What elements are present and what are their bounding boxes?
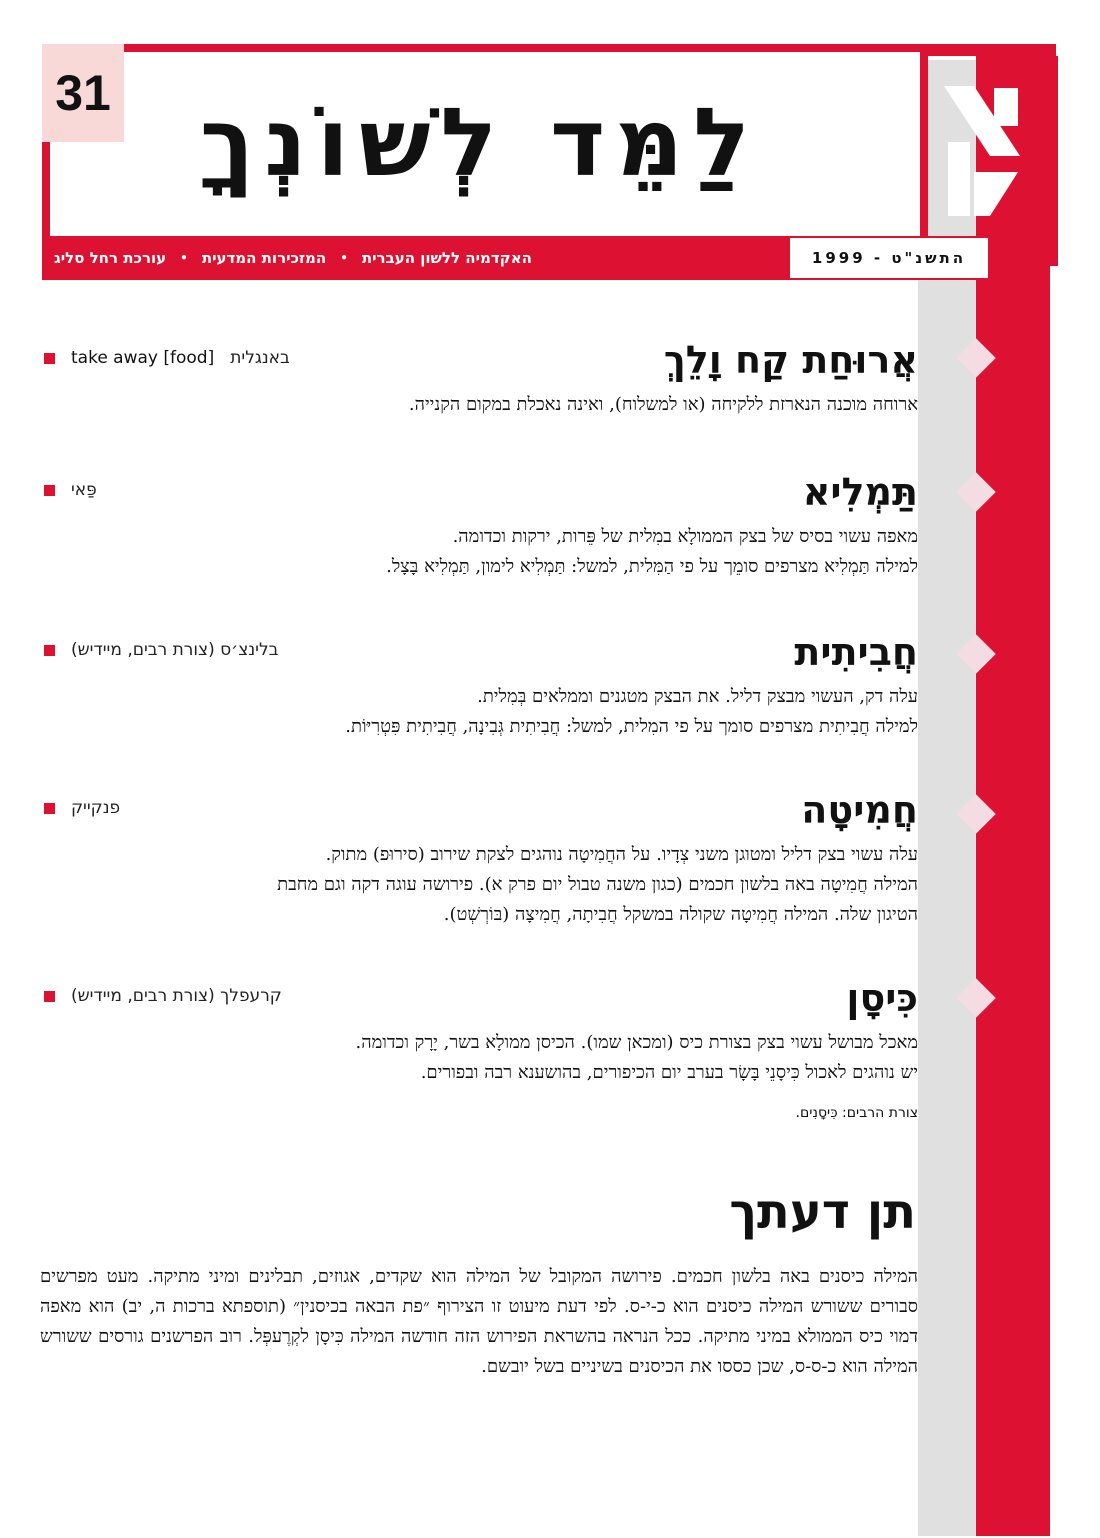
entry [40, 626, 918, 742]
entry-headword: כִּיסָן [846, 976, 918, 1020]
entry-definition-line: יש נוהגים לאכול כִּיסָנֵי בָּשָׂר בערב יום הכיפורים, בהושענא רבה ובפורים. [420, 1062, 918, 1083]
entry-definition-line: מאכל מבושל עשוי בצק בצורת כיס (ומכאן שמו). הכיסן ממולָא בשר, יָרָק וכדומה. [355, 1032, 918, 1053]
entry-definition-line: עלה עשוי בצק דליל ומטוגן משני צְדָיו. על החֲמִיטָה נוהגים לצקת שירוב (סירוּפ) מתוק. [325, 844, 918, 865]
bullet-square-icon [44, 803, 55, 814]
entry-foreign-term [44, 640, 278, 660]
entry-foreign-term [44, 480, 97, 500]
bullet-square-icon [44, 645, 55, 656]
entry-foreign-term [44, 798, 120, 818]
foreign-language: קרעפלך (צורת רבים, מיידיש) [71, 986, 282, 1006]
masthead-title: לַמֵּד לְשׁוֹנְךָ [199, 89, 761, 198]
entry [40, 972, 918, 1128]
entry-headword: אֲרוּחַת קַח וָלֵךְ [663, 338, 918, 382]
foreign-language: פנקייק [71, 798, 121, 818]
editor-name: עורכת רחל סליג [54, 249, 167, 267]
entry-headword: חֲמִיטָה [801, 788, 918, 832]
separator-dot: • [180, 251, 188, 265]
entry-headword: תַּמְלִיא [802, 470, 918, 514]
section-title: תן דעתך [729, 1184, 916, 1240]
bullet-square-icon [44, 485, 55, 496]
entry [40, 784, 918, 930]
entry-foreign-term [44, 348, 290, 368]
entry [40, 334, 918, 420]
entry-foreign-term [44, 986, 282, 1006]
bullet-square-icon [44, 353, 55, 364]
entry-definition-line: ארוחה מוכנה הנארזת ללקיחה (או למשלוח), ואינה נאכלת במקום הקנייה. [408, 394, 918, 415]
year-label: התשנ"ט - 1999 [788, 236, 990, 280]
issue-number: 31 [42, 44, 124, 142]
academy-logo-icon [934, 76, 1030, 226]
entry-definition-line: למילה תַּמְלִיא מצרפים סומֵך על פי הַמִּלית, למשל: תַּמְלִיא לימון, תַּמְלִיא בָּצָל. [386, 556, 918, 577]
publisher-line [54, 236, 614, 280]
foreign-language: בלינצ׳ס (צורת רבים, מיידיש) [71, 640, 279, 660]
foreign-language: פַּאי [71, 480, 97, 500]
entry-definition-line: המילה חֲמִיטָה באה בלשון חכמים (כגון משנה טבול יום פרק א). פירושה עוגה דקה וגם מחבת [277, 874, 918, 895]
entry-definition-line: מאפה עשוי בסיס של בצק הממולָא במִלית של פֵּרות, ירקות וכדומה. [452, 526, 918, 547]
entry-definition-line: הטיגון שלה. המילה חֲמִיטָה שקולה במשקל חֲבִיתָה, חֲמִיצָה (בּוֹרְשְׁט). [443, 904, 918, 925]
department-name: המזכירות המדעית [201, 249, 327, 267]
publisher-name: האקדמיה ללשון העברית [361, 249, 532, 267]
foreign-word: take away [food] [71, 348, 215, 368]
foreign-language: באנגלית [230, 348, 290, 368]
entry-definition-line: עלה דק, העשוי מבצק דליל. את הבצק מטגנים וממלאים בְּמִלית. [477, 686, 918, 707]
entry-headword: חֲבִיתִית [794, 630, 918, 674]
bullet-square-icon [44, 991, 55, 1002]
entry-definition-line: למילה חֲבִיתִית מצרפים סומך על פי המִלית, למשל: חֲבִיתִית גְּבִינָה, חֲבִיתִית פִּטְרִיּוֹת. [345, 716, 918, 737]
separator-dot: • [340, 251, 348, 265]
entry [40, 466, 918, 582]
side-band-grey [918, 60, 976, 1536]
side-band-notch [1050, 56, 1058, 266]
section-body: המילה כיסנים באה בלשון חכמים. פירושה המקובל של המילה הוא שקדים, אגוזים, תבלינים ומיני מתיקה. מעט מפרשים סבורים ששורש המילה כיסנים הוא כ-י-ס. לפי דעת מיעוט זו הצירוף ״פת הבאה בכיסנין״ (תוספתא ברכות ה, יב) הוא מאפה דמוי כיס הממולא במיני מתיקה. ככל הנראה בהשראת הפירוש הזה חודשה המילה כִּיסָן לקְרֶעפְּל. רוב הפרשנים גורסים ששורש המילה הוא כ-ס-ס, שכן כססו את הכיסנים בשיניים בשל יובשם. [40, 1266, 918, 1377]
plural-note: צורת הרבים: כִּיסָנִים. [795, 1105, 918, 1121]
